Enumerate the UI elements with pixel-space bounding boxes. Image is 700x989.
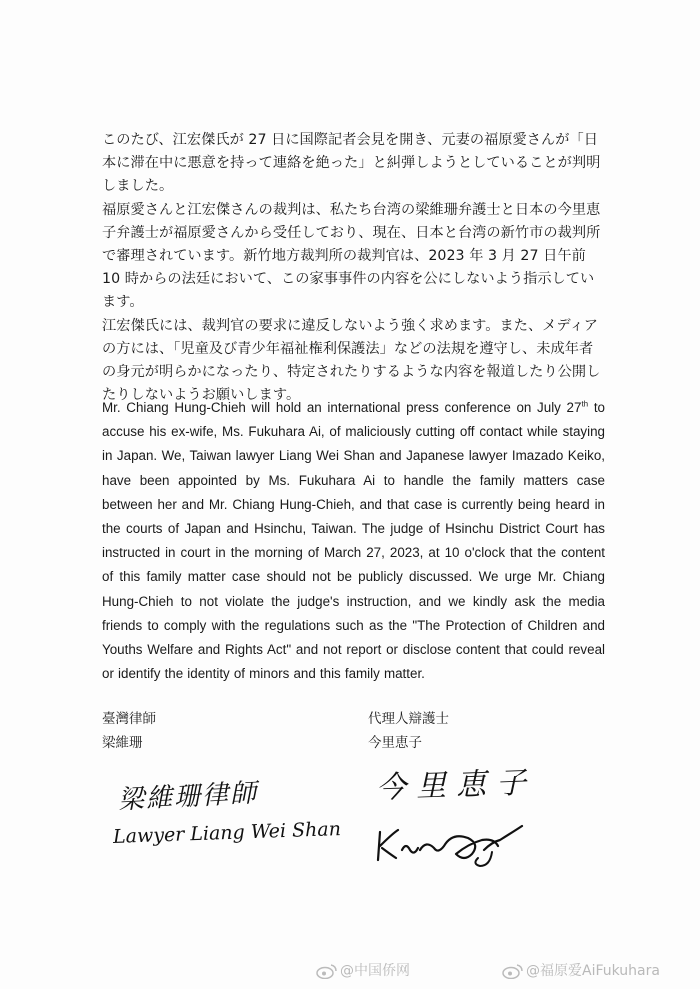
en-paragraph [102, 396, 605, 686]
watermark-right-text: @福原爱AiFukuhara [526, 963, 660, 979]
right-cursive-signature [372, 810, 537, 870]
japanese-statement [102, 129, 607, 407]
left-signatory-title: 臺灣律師 [102, 711, 156, 727]
left-handwritten-signature-en: Lawyer Liang Wei Shan [112, 818, 342, 848]
watermark-left-text: @中国侨网 [340, 963, 410, 979]
jp-paragraph-2: 福原愛さんと江宏傑さんの裁判は、私たち台湾の梁維珊弁護士と日本の今里恵子弁護士が福原愛さんから受任しており、現在、日本と台湾の新竹市の裁判所で審理されています。新竹地方裁判所の裁判官は、2023 年 3 月 27 日午前 10 時からの法廷において、この家事事件の内容を公にしないよう指示しています。 [102, 201, 601, 311]
right-signatory-title: 代理人辯護士 [368, 711, 449, 727]
weibo-logo-icon [316, 963, 338, 979]
left-handwritten-signature-jp: 梁維珊律師 [117, 778, 259, 816]
en-ordinal-suffix: th [581, 399, 589, 409]
right-handwritten-signature-jp: 今里恵子 [375, 765, 537, 806]
right-signatory [368, 707, 449, 755]
watermark-right [502, 960, 660, 980]
jp-paragraph-3: 江宏傑氏には、裁判官の要求に違反しないよう強く求めます。また、メディアの方には、「児童及び青少年福祉権利保護法」などの法規を遵守し、未成年者の身元が明らかになったり、特定されたりするような内容を報道したり公開したりしないようお願いします。 [102, 317, 601, 404]
en-text-part2: to accuse his ex-wife, Ms. Fukuhara Ai, of maliciously cutting off contact while staying in Japan. We, Taiwan lawyer Liang Wei Shan and Japanese lawyer Imazado Keiko, have been appointed by Ms. Fukuhara Ai to handle the family matters case between her and Mr. Chiang Hung-Chieh, and that case is currently being heard in the courts of Japan and Hsinchu, Taiwan. The judge of Hsinchu District Court has instructed in court in the morning of March 27, 2023, at 10 o'clock that the content of this family matter case should not be publicly discussed. We urge Mr. Chiang Hung-Chieh to not violate the judge's instruction, and we kindly ask the media friends to comply with the regulations such as the "The Protection of Children and Youths Welfare and Rights Act" and not report or disclose content that could reveal or identify the identity of minors and this family matter. [102, 400, 605, 682]
left-signatory [102, 707, 156, 755]
left-signatory-name: 梁維珊 [102, 735, 143, 751]
english-statement [102, 396, 605, 686]
right-signatory-name: 今里恵子 [368, 735, 422, 751]
weibo-logo-icon [502, 963, 524, 979]
jp-paragraph-1: このたび、江宏傑氏が 27 日に国際記者会見を開き、元妻の福原愛さんが「日本に滞在中に悪意を持って連絡を絶った」と糾弾しようとしていることが判明しました。 [102, 132, 601, 195]
watermark-left [316, 960, 410, 980]
en-text-part1: Mr. Chiang Hung-Chieh will hold an international press conference on July 27 [102, 400, 582, 415]
